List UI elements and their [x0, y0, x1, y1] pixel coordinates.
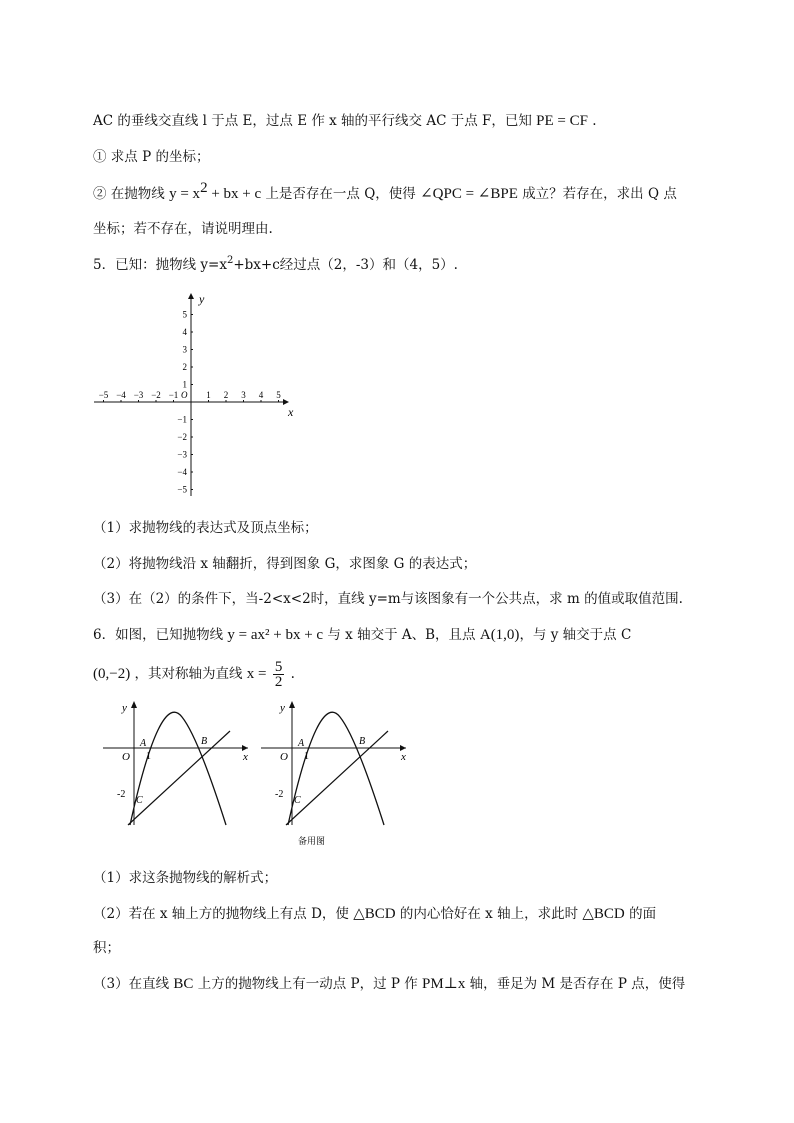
q6-stem-a: A(1,0): [479, 627, 520, 643]
x-tick-label: 1: [206, 390, 211, 400]
x-tick-label: −1: [168, 390, 179, 400]
q6-stem-mid: 与 x 轴交于 A、B，且点: [327, 627, 476, 643]
q4-sub2-math-a: y = x: [169, 186, 201, 202]
q4-line1-end: .: [592, 113, 597, 129]
q5-stem: [93, 255, 458, 275]
fig1-x-label: x: [243, 751, 248, 763]
q6-part2-m1: △BCD: [353, 906, 396, 922]
fig1-y-label: y: [122, 702, 127, 714]
y-axis-label: y: [199, 292, 205, 306]
q4-sub2-math-c: ∠QPC = ∠BPE: [420, 186, 518, 202]
q6-part2-end: 的面: [629, 906, 657, 922]
q4-sub2-end: 成立？若存在，求出 Q 点: [522, 186, 677, 202]
q5-part2: （2）将抛物线沿 x 轴翻折，得到图象 G，求图象 G 的表达式；: [93, 556, 477, 572]
q6-part2: [93, 904, 656, 924]
q5-stem-sup: 2: [226, 255, 234, 266]
y-tick-label: −3: [177, 449, 187, 460]
x-tick-label: 4: [258, 390, 264, 400]
q4-line1: [93, 111, 597, 131]
q5-part3: （3）在（2）的条件下，当-2<x<2时，直线 y=m与该图象有一个公共点，求 m 的值或取值范围.: [93, 591, 683, 607]
q6-part1: （1）求这条抛物线的解析式；: [93, 870, 278, 886]
y-tick-label: 5: [182, 309, 187, 320]
fig2-y-label: y: [280, 702, 285, 714]
q6-part3-end: 轴，垂足为 M 是否存在 P 点，使得: [469, 976, 686, 992]
x-axis-label: x: [288, 405, 294, 419]
q4-sub2-math-b: + bx + c: [207, 186, 262, 202]
q5-coordinate-plane: [88, 288, 308, 500]
q4-sub1: ① 求点 P 的坐标；: [93, 149, 210, 165]
y-tick-label: 2: [182, 362, 187, 372]
symmetry-fraction: [273, 660, 285, 689]
y-tick-label: −4: [177, 467, 187, 477]
q4-sub2: [93, 180, 677, 204]
q6-stem-end: ，与 y 轴交于点 C: [519, 627, 632, 643]
x-tick-label: −5: [98, 390, 109, 400]
q5-part1: （1）求抛物线的表达式及顶点坐标；: [93, 520, 318, 536]
q6-stem-pre: 6．如图，已知抛物线: [93, 627, 224, 643]
fig2-point-b: B: [359, 736, 366, 747]
x-tick-label: −4: [116, 390, 126, 400]
fig2-point-a: A: [298, 738, 305, 749]
q4-sub2-line2: 坐标；若不存在，请说明理由.: [93, 221, 273, 237]
q4-sub2-sup: 2: [200, 180, 208, 196]
q6-part2-line2: 积；: [93, 940, 120, 956]
fig2-tick-1: 1: [304, 751, 309, 762]
fraction-numerator: 5: [274, 659, 283, 675]
fig1-point-a: A: [140, 738, 147, 749]
fraction-denominator: 2: [274, 674, 283, 690]
q4-line1-math: PE = CF: [536, 113, 588, 129]
fig2-tick-minus2: -2: [275, 789, 284, 800]
y-tick-label: −5: [177, 484, 187, 495]
q6-line2-pre: (0,−2): [93, 666, 131, 682]
x-tick-label: 5: [276, 390, 281, 400]
y-tick-label: 4: [182, 327, 187, 337]
y-tick-label: 1: [182, 379, 187, 390]
x-tick-label: 3: [241, 390, 246, 400]
fig1-point-c: C: [136, 795, 143, 806]
fig1-point-b: B: [201, 736, 208, 747]
x-tick-label: 2: [223, 390, 229, 400]
y-tick-label: 3: [182, 344, 187, 355]
q6-part3-bc: BC: [173, 976, 194, 992]
origin-label: O: [181, 390, 188, 400]
x-tick-label: −2: [151, 390, 161, 400]
fig2-origin: O: [280, 751, 288, 763]
q6-part3-pre: （3）在直线: [93, 976, 170, 992]
q6-part2-pre: （2）若在 x 轴上方的抛物线上有点 D，使: [93, 906, 349, 922]
y-tick-label: −1: [177, 414, 187, 425]
fig2-x-label: x: [401, 751, 406, 763]
q6-line2-end: .: [290, 666, 295, 682]
q5-stem-pre: 5．已知：抛物线 y=x: [93, 257, 227, 273]
fig2-point-c: C: [294, 795, 301, 806]
q5-stem-post: +bx+c经过点（2，-3）和（4，5）.: [233, 257, 458, 273]
q6-part3: [93, 974, 685, 994]
q6-stem: [93, 625, 631, 645]
fig1-origin: O: [122, 751, 130, 763]
q6-part2-m2: △BCD: [582, 906, 625, 922]
q6-stem-math: y = ax² + bx + c: [227, 627, 324, 643]
q6-part3-pm: PM⊥x: [422, 976, 466, 992]
q6-figure-main: [98, 697, 258, 827]
q4-sub2-pre: ② 在抛物线: [93, 186, 165, 202]
q6-part3-mid: 上方的抛物线上有一动点 P，过 P 作: [197, 976, 418, 992]
fig1-tick-1: 1: [146, 751, 151, 762]
fig1-tick-minus2: -2: [117, 789, 126, 800]
q6-line2-mid: ，其对称轴为直线: [134, 666, 243, 682]
backup-figure-caption: 备用图: [298, 836, 326, 846]
q4-line1-text: AC 的垂线交直线 l 于点 E，过点 E 作 x 轴的平行线交 AC 于点 F，已知: [93, 113, 532, 129]
q6-line2: [93, 658, 295, 690]
parabola-curve: [130, 712, 226, 825]
y-tick-label: −2: [177, 432, 187, 442]
parabola-curve: [288, 712, 384, 825]
q6-part2-mid: 的内心恰好在 x 轴上，求此时: [399, 906, 579, 922]
q6-line2-x: x =: [246, 666, 267, 682]
q4-sub2-mid: 上是否存在一点 Q，使得: [265, 186, 416, 202]
q6-figure-backup: [256, 697, 416, 849]
x-tick-label: −3: [133, 390, 144, 400]
